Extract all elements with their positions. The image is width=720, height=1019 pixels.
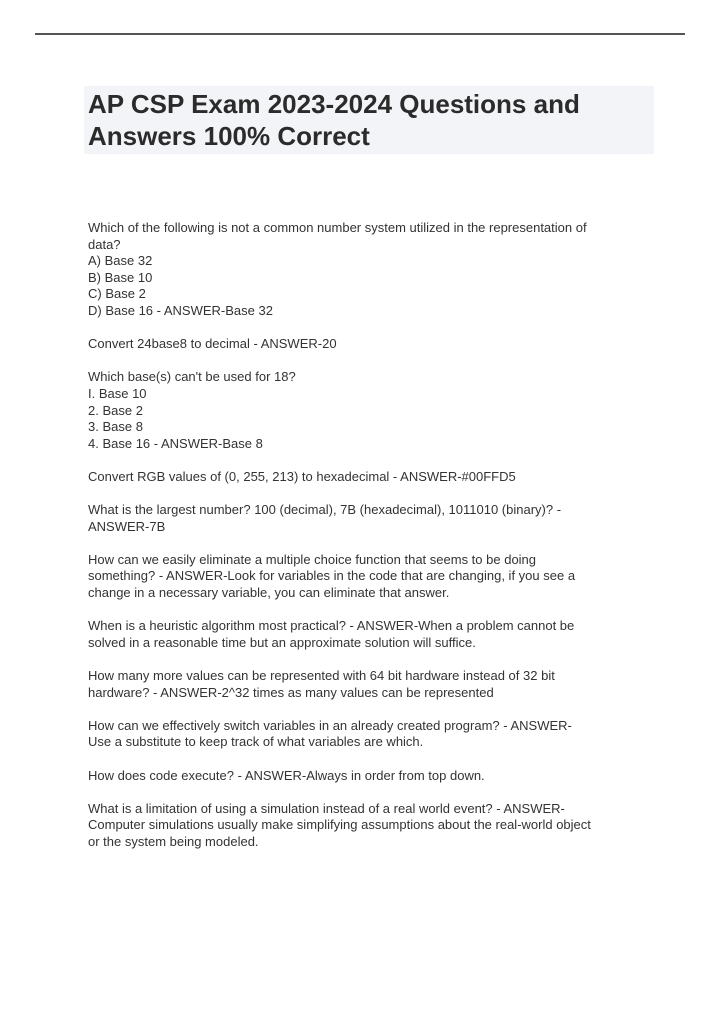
qa-line: Convert 24base8 to decimal - ANSWER-20 [88,336,337,352]
qa-item [88,369,658,452]
top-divider [35,33,685,35]
qa-line: Which of the following is not a common number system utilized in the representation of [88,220,587,235]
qa-line: Which base(s) can't be used for 18? [88,369,296,385]
qa-line: ANSWER-7B [88,518,166,534]
qa-item [88,718,658,751]
title-line: AP CSP Exam 2023-2024 Questions and [88,89,580,119]
qa-line: 2. Base 2 [88,402,143,418]
qa-line: change in a necessary variable, you can eliminate that answer. [88,585,450,601]
qa-line: something? - ANSWER-Look for variables in the code that are changing, if you see a [88,568,576,584]
qa-line: data? [88,236,121,252]
qa-item [88,801,658,851]
qa-line: How does code execute? - ANSWER-Always in order from top down. [88,767,485,783]
qa-line: C) Base 2 [88,286,146,302]
qa-item [88,668,658,701]
qa-line: What is the largest number? 100 (decimal), 7B (hexadecimal), 1011010 (binary)? - [88,502,562,518]
qa-line: D) Base 16 - ANSWER-Base 32 [88,302,273,318]
qa-line: Use a substitute to keep track of what variables are which. [88,734,424,750]
qa-line: Convert RGB values of (0, 255, 213) to hexadecimal - ANSWER-#00FFD5 [88,468,516,484]
qa-line: When is a heuristic algorithm most practical? - ANSWER-When a problem cannot be [88,618,575,634]
qa-item [88,768,658,785]
qa-line: 4. Base 16 - ANSWER-Base 8 [88,435,263,451]
qa-line: solved in a reasonable time but an approximate solution will suffice. [88,634,476,650]
page-title [88,88,654,152]
qa-line: A) Base 32 [88,253,153,269]
qa-item [88,618,658,651]
qa-item [88,336,658,353]
qa-line: B) Base 10 [88,269,153,285]
qa-line: or the system being modeled. [88,833,259,849]
qa-line: Computer simulations usually make simplifying assumptions about the real-world object [88,817,591,833]
title-line: Answers 100% Correct [88,121,370,151]
qa-item [88,220,658,320]
qa-line: How can we easily eliminate a multiple choice function that seems to be doing [88,551,537,567]
qa-line: How can we effectively switch variables in an already created program? - ANSWER- [88,717,572,733]
qa-line: 3. Base 8 [88,419,143,435]
qa-line: How many more values can be represented with 64 bit hardware instead of 32 bit [88,668,555,684]
qa-item [88,552,658,602]
qa-item [88,469,658,486]
qa-line: hardware? - ANSWER-2^32 times as many values can be represented [88,684,494,700]
qa-item [88,502,658,535]
qa-line: I. Base 10 [88,385,147,401]
question-answer-list [88,220,658,867]
qa-line: What is a limitation of using a simulation instead of a real world event? - ANSWER- [88,800,565,816]
